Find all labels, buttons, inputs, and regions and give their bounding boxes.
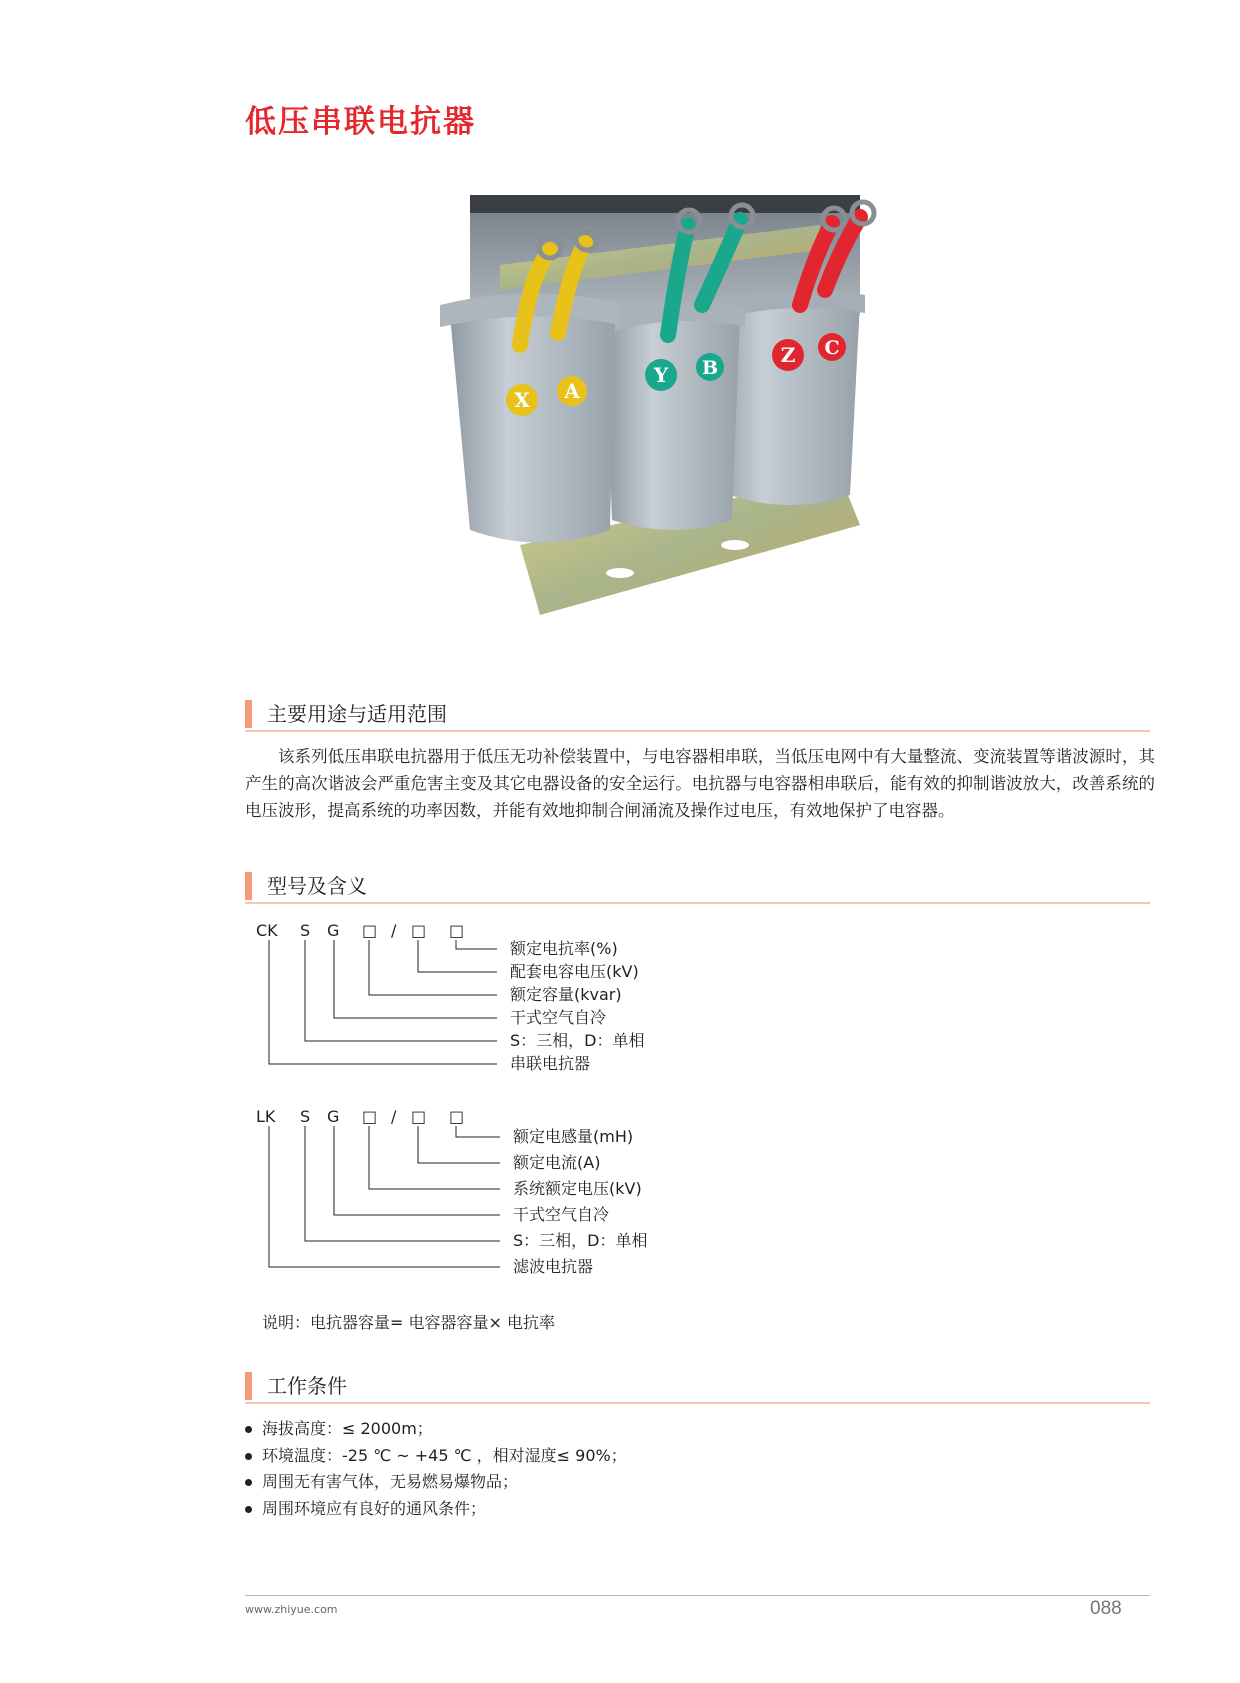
lk-code-cooling: G xyxy=(327,1107,340,1126)
coil-a xyxy=(450,304,615,542)
lk-leader-line xyxy=(418,1126,500,1163)
ck-leader-line xyxy=(418,940,497,972)
footer-url: www.zhiyue.com xyxy=(245,1603,338,1616)
ck-meaning-voltage: 配套电容电压(kV) xyxy=(510,962,639,981)
phase-label-x: X xyxy=(514,388,530,412)
mount-hole xyxy=(606,568,634,578)
reactor-photo xyxy=(440,195,920,665)
model-heading-text: 型号及含义 xyxy=(267,874,367,898)
condition-gas: 周围无有害气体，无易燃易爆物品； xyxy=(245,1469,627,1496)
conditions-heading-text: 工作条件 xyxy=(267,1374,347,1398)
mount-hole xyxy=(721,540,749,550)
phase-label-a: A xyxy=(564,379,580,403)
ck-code-series: CK xyxy=(256,921,278,940)
lk-leader-line xyxy=(269,1126,500,1267)
lk-meaning-cooling: 干式空气自冷 xyxy=(513,1205,610,1224)
ck-leader-line xyxy=(369,940,497,995)
phase-label-c: C xyxy=(824,337,840,359)
page-title: 低压串联电抗器 xyxy=(245,104,476,140)
lk-model-diagram xyxy=(250,1104,750,1288)
ck-meaning-series: 串联电抗器 xyxy=(510,1054,591,1073)
coil-b xyxy=(605,313,740,531)
conditions-section-heading xyxy=(245,1366,1150,1404)
ck-meaning-capacity: 额定容量(kvar) xyxy=(510,985,622,1004)
lk-code-inductance: □ xyxy=(449,1107,465,1126)
lk-diagram-svg xyxy=(250,1104,750,1284)
phase-label-z: Z xyxy=(780,343,796,367)
page-number: 088 xyxy=(1090,1598,1122,1619)
ck-leader-line xyxy=(269,940,497,1064)
lk-leader-line xyxy=(456,1126,500,1137)
condition-temperature: 环境温度：-25 ℃ ~ +45 ℃ ，相对湿度≤ 90%； xyxy=(245,1443,627,1470)
usage-paragraph xyxy=(245,743,1155,824)
lk-code-series: LK xyxy=(256,1107,276,1126)
ck-meaning-phase: S：三相，D：单相 xyxy=(510,1031,645,1050)
ck-leader-line xyxy=(334,940,497,1018)
lk-code-slash: / xyxy=(391,1107,397,1126)
reactor-illustration xyxy=(440,195,920,665)
ck-code-cooling: G xyxy=(327,921,340,940)
ck-code-rate: □ xyxy=(449,921,465,940)
condition-ventilation: 周围环境应有良好的通风条件； xyxy=(245,1496,627,1523)
ck-code-voltage: □ xyxy=(411,921,427,940)
lk-meaning-phase: S：三相，D：单相 xyxy=(513,1231,648,1250)
ck-diagram-svg xyxy=(250,918,750,1093)
lk-meaning-inductance: 额定电感量(mH) xyxy=(513,1127,634,1146)
heading-accent-bar xyxy=(245,872,252,900)
lk-code-phase: S xyxy=(300,1107,311,1126)
model-section-heading xyxy=(245,866,1150,904)
footer-divider xyxy=(245,1595,1150,1596)
ck-meaning-cooling: 干式空气自冷 xyxy=(510,1008,607,1027)
ck-code-capacity: □ xyxy=(362,921,378,940)
heading-accent-bar xyxy=(245,700,252,728)
ck-code-phase: S xyxy=(300,921,311,940)
phase-label-y: Y xyxy=(653,363,669,387)
lk-code-current: □ xyxy=(411,1107,427,1126)
conditions-list xyxy=(245,1416,627,1522)
usage-section-heading xyxy=(245,694,1150,732)
lk-code-voltage: □ xyxy=(362,1107,378,1126)
lk-meaning-current: 额定电流(A) xyxy=(513,1153,601,1172)
lk-meaning-voltage: 系统额定电压(kV) xyxy=(513,1179,642,1198)
ck-model-diagram xyxy=(250,918,750,1097)
usage-heading-text: 主要用途与适用范围 xyxy=(267,702,447,726)
heading-accent-bar xyxy=(245,1372,252,1400)
condition-altitude: 海拔高度：≤ 2000m； xyxy=(245,1416,627,1443)
ck-meaning-rate: 额定电抗率(%) xyxy=(510,939,618,958)
lk-meaning-series: 滤波电抗器 xyxy=(513,1257,594,1276)
lk-leader-line xyxy=(334,1126,500,1215)
usage-body: 该系列低压串联电抗器用于低压无功补偿装置中，与电容器相串联，当低压电网中有大量整流、变流装置等谐波源时，其产生的高次谐波会严重危害主变及其它电器设备的安全运行。电抗器与电容器相串联后，能有效的抑制谐波放大，改善系统的电压波形，提高系统的功率因数，并能有效地抑制合闸涌流及操作过电压，有效地保护了电容器。 xyxy=(245,747,1155,820)
ck-code-slash: / xyxy=(391,921,397,940)
lk-leader-line xyxy=(369,1126,500,1189)
phase-label-b: B xyxy=(701,357,719,379)
capacity-note: 说明：电抗器容量= 电容器容量× 电抗率 xyxy=(262,1313,555,1332)
ck-leader-line xyxy=(456,940,497,949)
